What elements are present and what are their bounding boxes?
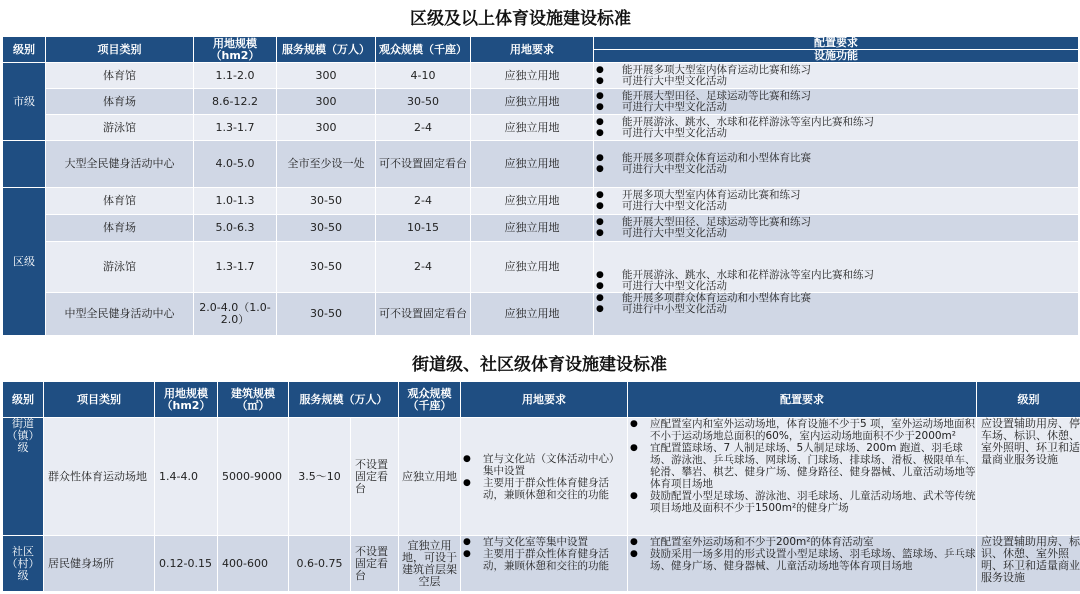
- config-cell: [628, 536, 977, 592]
- audience-cell: 应独立用地: [399, 418, 461, 536]
- land-cell: 1.3-1.7: [194, 115, 277, 141]
- function-item: ● 能开展大型田径、足球运动等比赛和练习: [594, 91, 1078, 102]
- service-cell: 300: [277, 63, 376, 89]
- land-req-cell: 应独立用地: [471, 115, 594, 141]
- land-req-cell: [461, 536, 628, 592]
- function-cell: [594, 293, 1079, 336]
- table-row: [3, 418, 1080, 536]
- table-row: [3, 188, 1079, 215]
- stand-cell: 不设置固定看台: [351, 536, 399, 592]
- function-item: ● 可进行大中型文化活动: [594, 102, 1078, 113]
- function-item: ● 能开展游泳、跳水、水球和花样游泳等室内比赛和练习: [594, 117, 1078, 128]
- table2-title: 街道级、社区级体育设施建设标准: [412, 355, 667, 375]
- land-cell: 4.0-5.0: [194, 141, 277, 188]
- header-audience: 观众规模（千座）: [399, 382, 461, 418]
- service-cell: 0.6-0.75: [289, 536, 351, 592]
- function-cell: [594, 215, 1079, 242]
- function-cell: [594, 89, 1079, 115]
- land-req-cell: 应独立用地: [471, 242, 594, 293]
- level-cell: 市级: [3, 63, 46, 141]
- header-level: 级别: [3, 382, 44, 418]
- function-item: ● 能开展多项大型室内体育运动比赛和练习: [594, 65, 1078, 76]
- config-item: ● 鼓励配置小型足球场、游泳池、羽毛球场、儿童活动场地、武术等传统项目场地及面积不少于1500m²的健身广场: [628, 490, 976, 514]
- extra-cell: 应设置辅助用房、停车场、标识、休憩、室外照明、环卫和适量商业服务设施: [977, 418, 1080, 536]
- land-req-cell: [461, 418, 628, 536]
- table-row: [3, 242, 1079, 293]
- land-cell: 0.12-0.15: [155, 536, 218, 592]
- land-req-item: ● 宜与文化室等集中设置: [461, 536, 627, 548]
- function-item: ● 可进行大中型文化活动: [594, 128, 1078, 139]
- function-item: ● 可进行大中型文化活动: [594, 281, 1078, 292]
- audience-cell: 10-15: [376, 215, 471, 242]
- header-config-label: 配置要求: [814, 36, 858, 49]
- service-cell: 全市至少设一处: [277, 141, 376, 188]
- land-cell: 1.4-4.0: [155, 418, 218, 536]
- table-row: [3, 115, 1079, 141]
- header-audience: 观众规模（千座）: [376, 37, 471, 63]
- header-category: 项目类别: [46, 37, 194, 63]
- table-row: [3, 536, 1080, 592]
- level-cell: 社区（村）级: [3, 536, 44, 592]
- function-cell: [594, 141, 1079, 188]
- land-cell: 5.0-6.3: [194, 215, 277, 242]
- header-land-req: 用地要求: [461, 382, 628, 418]
- service-cell: 30-50: [277, 215, 376, 242]
- level-cell: 街道（镇）级: [3, 418, 44, 536]
- level-cell: 区级: [3, 188, 46, 336]
- service-cell: 300: [277, 89, 376, 115]
- function-item: ● 能开展大型田径、足球运动等比赛和练习: [594, 217, 1078, 228]
- category-cell: 体育馆: [46, 63, 194, 89]
- header-level-2: 级别: [977, 382, 1080, 418]
- land-req-cell: 应独立用地: [471, 89, 594, 115]
- service-cell: 30-50: [277, 188, 376, 215]
- audience-cell: 可不设置固定看台: [376, 141, 471, 188]
- category-cell: 体育馆: [46, 188, 194, 215]
- category-cell: 体育场: [46, 215, 194, 242]
- land-cell: 2.0-4.0（1.0-2.0）: [194, 293, 277, 336]
- header-config: 配置要求: [628, 382, 977, 418]
- audience-cell: 30-50: [376, 89, 471, 115]
- level-cell: [3, 141, 46, 188]
- land-req-item: ● 主要用于群众性体育健身活动，兼顾休憩和交往的功能: [461, 548, 627, 572]
- function-item: ● 能开展多项群众体育运动和小型体育比赛: [594, 153, 1078, 164]
- category-cell: 居民健身场所: [44, 536, 155, 592]
- table-row: [3, 215, 1079, 242]
- service-cell: 30-50: [277, 293, 376, 336]
- config-item: ● 宜配置篮球场、7 人制足球场、5人制足球场、200m 跑道、羽毛球场、游泳池、乒乓球场、网球场、门球场、排球场、滑板、极限单车、轮滑、攀岩、棋艺、健身广场、健身路径、健身器械、儿童活动场地等体育项目场地: [628, 442, 976, 490]
- land-req-cell: 应独立用地: [471, 188, 594, 215]
- header-land: 用地规模（hm2）: [155, 382, 218, 418]
- function-item: ● 可进行中小型文化活动: [594, 304, 1078, 315]
- stand-cell: 不设置固定看台: [351, 418, 399, 536]
- land-cell: 1.3-1.7: [194, 242, 277, 293]
- street-community-facilities-table: [2, 381, 1080, 592]
- land-cell: 1.1-2.0: [194, 63, 277, 89]
- header-land: 用地规模（hm2）: [194, 37, 277, 63]
- function-cell: [594, 242, 1079, 293]
- function-cell: [594, 188, 1079, 215]
- table-row: [3, 293, 1079, 336]
- land-req-item: ● 主要用于群众性体育健身活动，兼顾休憩和交往的功能: [461, 477, 627, 501]
- land-req-cell: 应独立用地: [471, 215, 594, 242]
- table-row: [3, 63, 1079, 89]
- district-facilities-table: [2, 36, 1079, 336]
- land-req-cell: 应独立用地: [471, 141, 594, 188]
- header-building: 建筑规模（㎡）: [218, 382, 289, 418]
- category-cell: 体育场: [46, 89, 194, 115]
- header-config: [594, 37, 1079, 63]
- header-function-label: 设施功能: [594, 49, 1078, 62]
- audience-cell: 2-4: [376, 188, 471, 215]
- audience-cell: 2-4: [376, 115, 471, 141]
- category-cell: 中型全民健身活动中心: [46, 293, 194, 336]
- audience-cell: 可不设置固定看台: [376, 293, 471, 336]
- function-item: ● 可进行大中型文化活动: [594, 76, 1078, 87]
- audience-cell: 2-4: [376, 242, 471, 293]
- category-cell: 游泳馆: [46, 242, 194, 293]
- extra-cell: 应设置辅助用房、标识、休憩、室外照明、环卫和适量商业服务设施: [977, 536, 1080, 592]
- land-req-cell: 应独立用地: [471, 63, 594, 89]
- building-cell: 5000-9000: [218, 418, 289, 536]
- config-cell: [628, 418, 977, 536]
- service-cell: 3.5～10: [289, 418, 351, 536]
- function-item: ● 可进行大中型文化活动: [594, 201, 1078, 212]
- function-cell: [594, 63, 1079, 89]
- header-category: 项目类别: [44, 382, 155, 418]
- function-item: ● 能开展多项群众体育运动和小型体育比赛: [594, 293, 1078, 304]
- config-item: ● 鼓励采用一场多用的形式设置小型足球场、羽毛球场、篮球场、乒乓球场、健身广场、健身器械、儿童活动场地等体育项目场地: [628, 548, 976, 572]
- land-cell: 8.6-12.2: [194, 89, 277, 115]
- function-item: ● 可进行大中型文化活动: [594, 164, 1078, 175]
- service-cell: 30-50: [277, 242, 376, 293]
- land-cell: 1.0-1.3: [194, 188, 277, 215]
- category-cell: 游泳馆: [46, 115, 194, 141]
- config-item: ● 宜配置室外运动场和不少于200m²的体育活动室: [628, 536, 976, 548]
- header-service: 服务规模（万人）: [289, 382, 399, 418]
- service-cell: 300: [277, 115, 376, 141]
- category-cell: 群众性体育运动场地: [44, 418, 155, 536]
- table-row: [3, 141, 1079, 188]
- land-req-cell: 应独立用地: [471, 293, 594, 336]
- function-item: ● 开展多项大型室内体育运动比赛和练习: [594, 190, 1078, 201]
- header-level: 级别: [3, 37, 46, 63]
- audience-cell: 4-10: [376, 63, 471, 89]
- building-cell: 400-600: [218, 536, 289, 592]
- category-cell: 大型全民健身活动中心: [46, 141, 194, 188]
- function-item: ● 可进行大中型文化活动: [594, 228, 1078, 239]
- header-land-req: 用地要求: [471, 37, 594, 63]
- function-cell: [594, 115, 1079, 141]
- table-row: [3, 89, 1079, 115]
- function-item: ● 能开展游泳、跳水、水球和花样游泳等室内比赛和练习: [594, 270, 1078, 281]
- table1-title: 区级及以上体育设施建设标准: [410, 9, 631, 29]
- audience-cell: 宜独立用地，可设于建筑首层架空层: [399, 536, 461, 592]
- header-service: 服务规模（万人）: [277, 37, 376, 63]
- config-item: ● 应配置室内和室外运动场地，体育设施不少于5 项，室外运动场地面积不小于运动场地总面积的60%，室内运动场地面积不少于2000m²: [628, 418, 976, 442]
- land-req-item: ● 宜与文化站（文体活动中心）集中设置: [461, 453, 627, 477]
